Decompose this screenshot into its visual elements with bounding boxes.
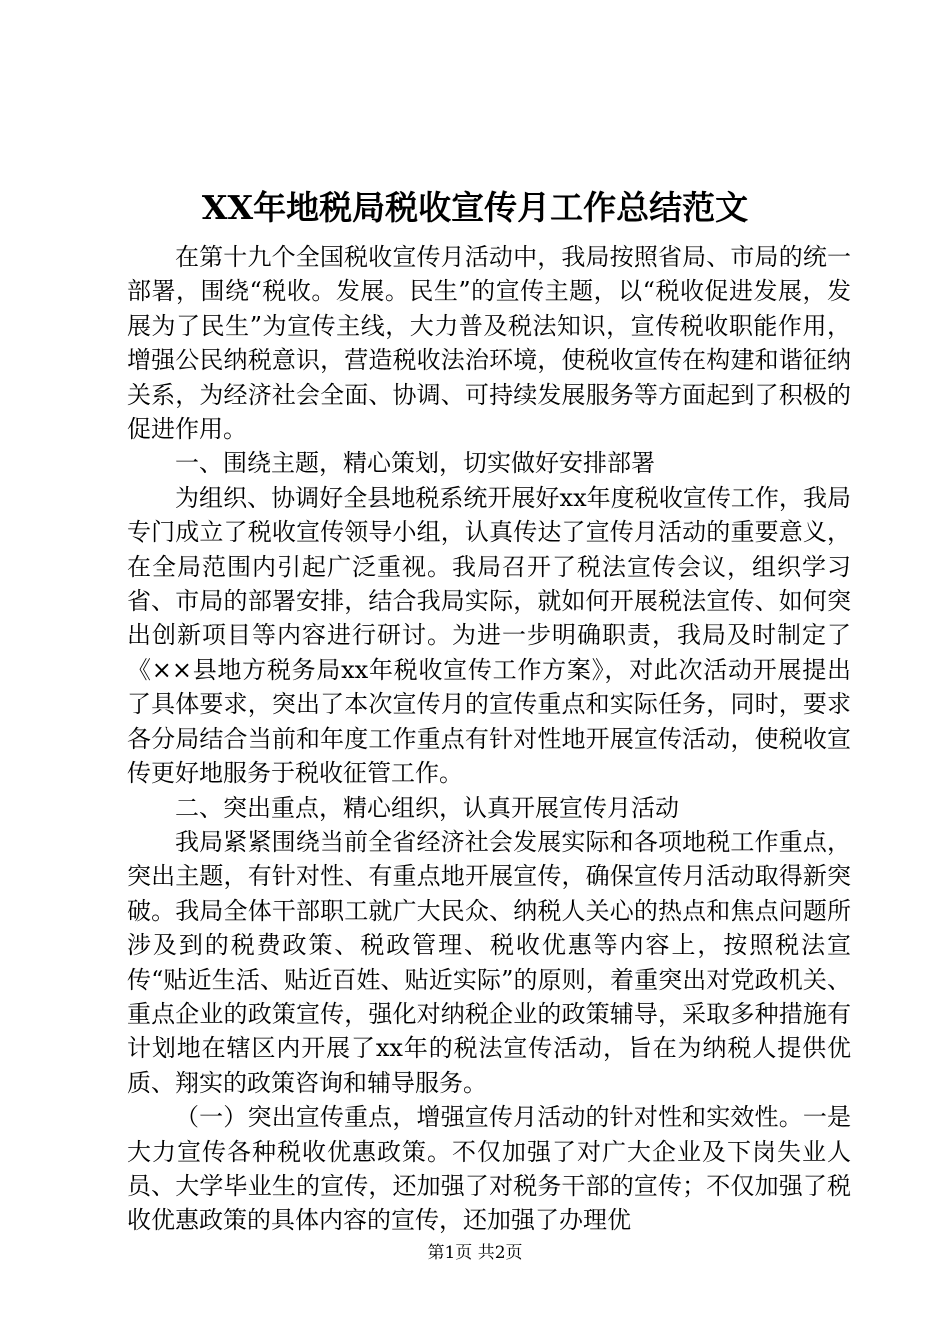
paragraph-section-2: 我局紧紧围绕当前全省经济社会发展实际和各项地税工作重点，突出主题，有针对性、有重点地开展宣传，确保宣传月活动取得新突破。我局全体干部职工就广大民众、纳税人关心的热点和焦点问题所涉及到的税费政策、税政管理、税收优惠等内容上，按照税法宣传“贴近生活、贴近百姓、贴近实际”的原则，着重突出对党政机关、重点企业的政策宣传，强化对纳税企业的政策辅导，采取多种措施有计划地在辖区内开展了xx年的税法宣传活动，旨在为纳税人提供优质、翔实的政策咨询和辅导服务。 (127, 827, 851, 1097)
page-footer: 第1页 共2页 (427, 1243, 523, 1263)
paragraph-subsection-1: （一）突出宣传重点，增强宣传月活动的针对性和实效性。一是大力宣传各种税收优惠政策。不仅加强了对广大企业及下岗失业人员、大学毕业生的宣传，还加强了对税务干部的宣传；不仅加强了税收优惠政策的具体内容的宣传，还加强了办理优 (127, 1103, 851, 1235)
paragraph-section-1: 为组织、协调好全县地税系统开展好xx年度税收宣传工作，我局专门成立了税收宣传领导小组，认真传达了宣传月活动的重要意义，在全局范围内引起广泛重视。我局召开了税法宣传会议，组织学习省、市局的部署安排，结合我局实际，就如何开展税法宣传、如何突出创新项目等内容进行研讨。为进一步明确职责，我局及时制定了《××县地方税务局xx年税收宣传工作方案》，对此次活动开展提出了具体要求，突出了本次宣传月的宣传重点和实际任务，同时，要求各分局结合当前和年度工作重点有针对性地开展宣传活动，使税收宣传更好地服务于税收征管工作。 (127, 483, 851, 788)
section-heading-1: 一、围绕主题，精心策划，切实做好安排部署 (175, 449, 655, 478)
document-body (127, 240, 851, 1238)
document-title: XX年地税局税收宣传月工作总结范文 (201, 188, 749, 227)
paragraph-intro: 在第十九个全国税收宣传月活动中，我局按照省局、市局的统一部署，围绕“税收。发展。民生”的宣传主题，以“税收促进发展，发展为了民生”为宣传主线，大力普及税法知识，宣传税收职能作用，增强公民纳税意识，营造税收法治环境，使税收宣传在构建和谐征纳关系，为经济社会全面、协调、可持续发展服务等方面起到了积极的促进作用。 (127, 243, 851, 444)
section-heading-2: 二、突出重点，精心组织，认真开展宣传月活动 (175, 793, 679, 822)
